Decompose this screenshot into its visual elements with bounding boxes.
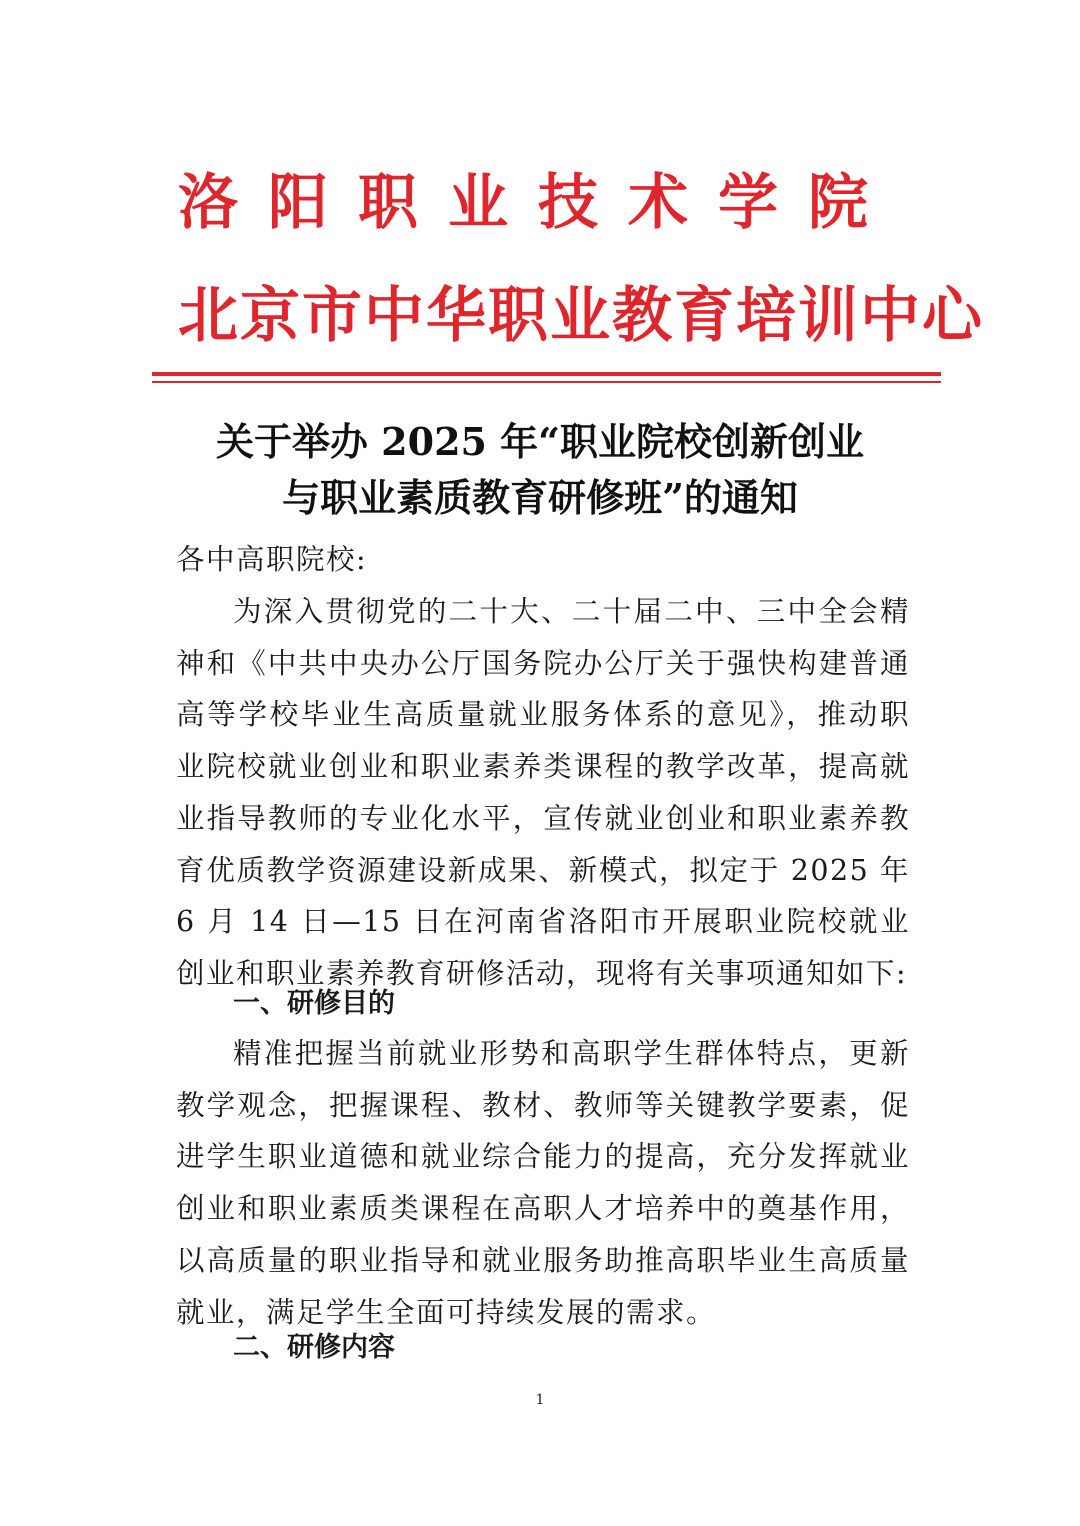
notice-title-line-1: 关于举办 2025 年“职业院校创新创业 (215, 419, 865, 464)
notice-title-line-2: 与职业素质教育研修班”的通知 (282, 475, 798, 520)
section-1-heading: 一、研修目的 (233, 988, 395, 1019)
intro-paragraph: 为深入贯彻党的二十大、二十届二中、三中全会精神和《中共中央办公厅国务院办公厅关于强快构建普通高等学校毕业生高质量就业服务体系的意见》，推动职业院校就业创业和职业素养类课程的教学改革，提高就业指导教师的专业化水平，宣传就业创业和职业素养教育优质教学资源建设新成果、新模式，拟定于 2025 年 6 月 14 日—15 日在河南省洛阳市开展职业院校就业创业和职业素养教育研修活动，现将有关事项通知如下: (176, 595, 910, 990)
section-2-heading: 二、研修内容 (233, 1332, 395, 1363)
salutation: 各中高职院校: (176, 543, 368, 576)
header-divider-thick (152, 372, 941, 376)
institution-name-2: 北京市中华职业教育培训中心 (178, 281, 984, 351)
institution-name-1: 洛阳职业技术学院 (178, 168, 898, 238)
header-divider-thin (152, 381, 941, 383)
page-number: 1 (535, 1392, 545, 1408)
section-1-paragraph: 精准把握当前就业形势和高职学生群体特点，更新教学观念，把握课程、教材、教师等关键教学要素，促进学生职业道德和就业综合能力的提高，充分发挥就业创业和职业素质类课程在高职人才培养中的奠基作用，以高质量的职业指导和就业服务助推高职毕业生高质量就业，满足学生全面可持续发展的需求。 (176, 1037, 910, 1329)
